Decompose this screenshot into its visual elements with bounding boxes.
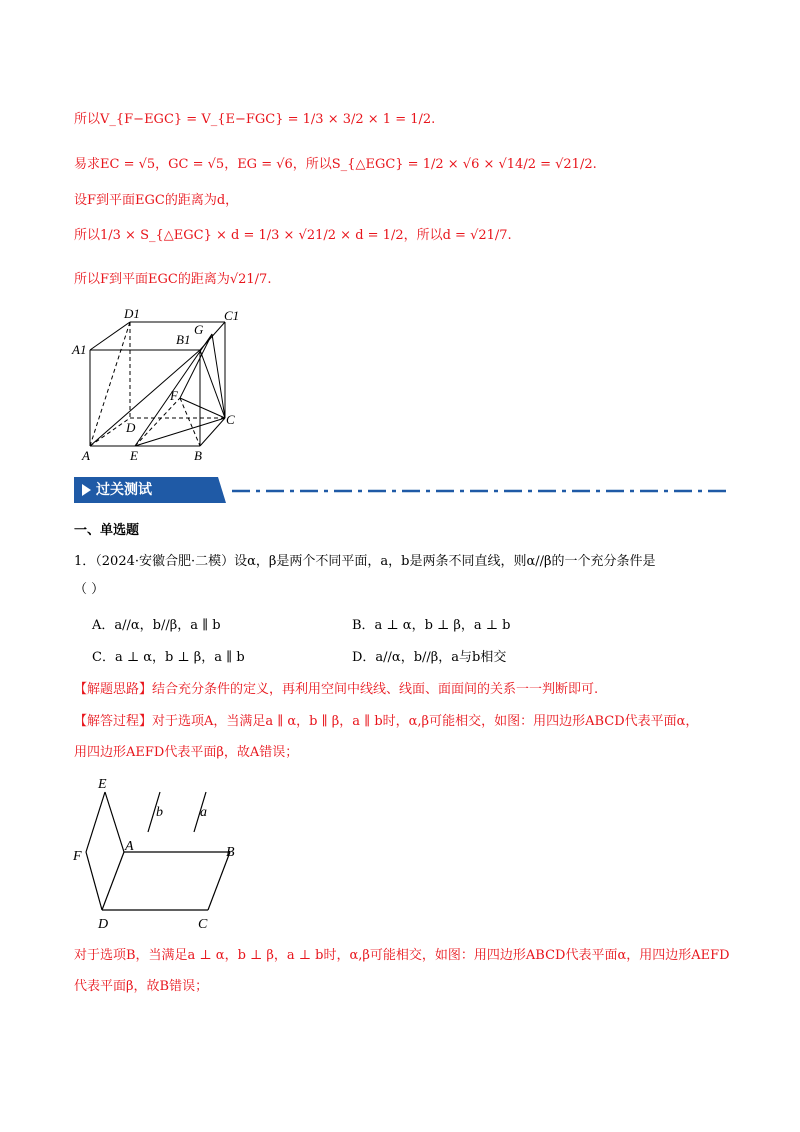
option-b: B．a ⊥ α，b ⊥ β，a ⊥ b <box>352 618 511 633</box>
planes-figure <box>70 774 250 936</box>
plane-label-F: F <box>73 849 82 864</box>
label-C1: C1 <box>224 308 240 323</box>
solution-line-1: 所以V_{F−EGC} = V_{E−FGC} = 1/3 × 3/2 × 1 = 1/2. <box>74 112 436 127</box>
label-D: D <box>126 420 136 435</box>
label-E: E <box>130 448 138 463</box>
section-title: 一、单选题 <box>74 523 140 538</box>
label-B1: B1 <box>176 332 191 347</box>
label-C: C <box>226 412 235 427</box>
analysis-process-1: 【解答过程】对于选项A，当满足a ∥ α，b ∥ β，a ∥ b时，α,β可能相交，如图：用四边形ABCD代表平面α， <box>74 714 699 729</box>
cube-figure <box>70 306 245 464</box>
label-A: A <box>82 448 90 463</box>
solution-line-2: 易求EC = √5，GC = √5，EG = √6，所以S_{△EGC} = 1/2 × √6 × √14/2 = √21/2. <box>74 157 597 172</box>
dash-dot-rule <box>232 489 726 493</box>
plane-label-A: A <box>125 839 134 854</box>
plane-label-b: b <box>156 805 163 820</box>
analysis-process-2: 用四边形AEFD代表平面β，故A错误； <box>74 745 299 760</box>
solution-line-3: 设F到平面EGC的距离为d， <box>74 193 239 208</box>
label-B: B <box>194 448 202 463</box>
plane-label-E: E <box>98 777 107 792</box>
label-G: G <box>194 322 204 337</box>
plane-label-B: B <box>226 845 235 860</box>
plane-label-a: a <box>200 805 207 820</box>
plane-label-D: D <box>98 917 109 932</box>
option-a: A．a//α，b//β，a ∥ b <box>92 618 221 633</box>
analysis-idea: 【解题思路】结合充分条件的定义，再利用空间中线线、线面、面面间的关系一一判断即可. <box>74 682 599 697</box>
question-text: 1．（2024·安徽合肥·二模）设α，β是两个不同平面，a，b是两条不同直线，则α//β的一个充分条件是 <box>74 554 656 569</box>
analysis-option-b-2: 代表平面β，故B错误； <box>74 979 209 994</box>
solution-line-4: 所以1/3 × S_{△EGC} × d = 1/3 × √21/2 × d = 1/2，所以d = √21/7. <box>74 228 512 243</box>
plane-label-C: C <box>198 917 208 932</box>
label-F: F <box>170 388 178 403</box>
banner-title: 过关测试 <box>96 482 152 498</box>
analysis-option-b-1: 对于选项B，当满足a ⊥ α，b ⊥ β，a ⊥ b时，α,β可能相交，如图：用四边形ABCD代表平面α，用四边形AEFD <box>74 948 730 963</box>
solution-line-5: 所以F到平面EGC的距离为√21/7. <box>74 272 272 287</box>
label-D1: D1 <box>124 306 140 321</box>
option-d: D．a//α，b//β，a与b相交 <box>352 650 507 665</box>
label-A1: A1 <box>72 342 87 357</box>
option-c: C．a ⊥ α，b ⊥ β，a ∥ b <box>92 650 245 665</box>
question-paren: （ ） <box>74 582 105 597</box>
